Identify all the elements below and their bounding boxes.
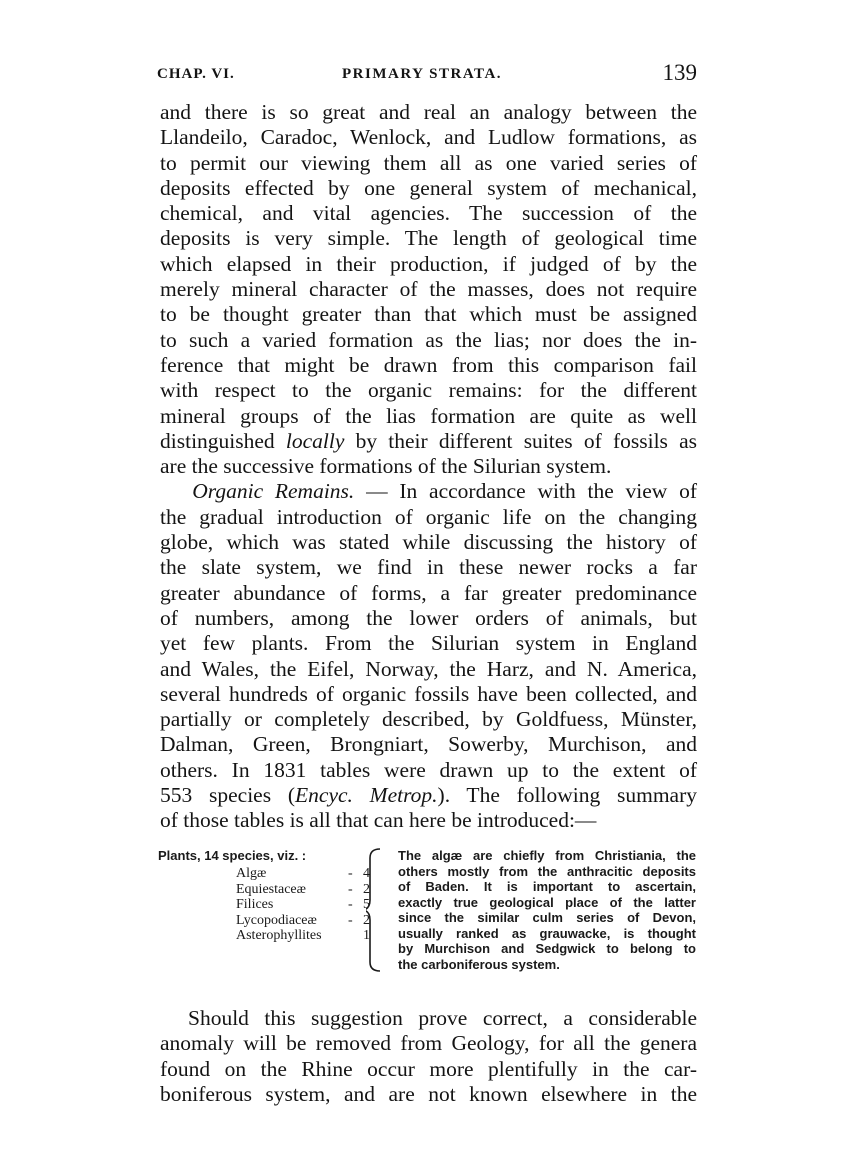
- footnote-text: [398, 848, 696, 972]
- text-line: greater abundance of forms, a far greater predominance: [160, 580, 697, 605]
- text-line: the gradual introduction of organic life on the changing: [160, 504, 697, 529]
- plant-row: [236, 913, 376, 929]
- running-header: [157, 60, 697, 90]
- plant-count: 2: [363, 912, 370, 928]
- note-line: since the similar culm series of Devon,: [398, 910, 696, 925]
- plant-row: [236, 866, 376, 882]
- paragraph-1: [160, 100, 697, 479]
- section-heading: Organic Remains.: [192, 479, 355, 504]
- text-line: mineral groups of the lias formation are quite as well: [160, 403, 697, 428]
- text-line: yet few plants. From the Silurian system in England: [160, 631, 697, 656]
- italic-word: locally: [285, 428, 345, 453]
- plant-name: Filices: [236, 897, 274, 912]
- text-line: to such a varied formation as the lias; nor does the in-: [160, 327, 697, 352]
- chapter-label: CHAP. VI.: [157, 66, 235, 82]
- text-segment: 553 species (: [160, 783, 296, 808]
- paragraph-2: [160, 479, 697, 833]
- plant-row: [236, 882, 376, 898]
- paragraph-3: [160, 1006, 697, 1107]
- text-line: Should this suggestion prove correct, a considerable: [188, 1006, 697, 1030]
- text-line: merely mineral character of the masses, does not require: [160, 277, 697, 302]
- text-segment: — In accordance with the view of: [366, 479, 698, 504]
- plant-list: [236, 866, 376, 944]
- text-line: and Wales, the Eifel, Norway, the Harz, and N. America,: [160, 656, 697, 681]
- text-line: ference that might be drawn from this comparison fail: [160, 352, 697, 377]
- text-line: anomaly will be removed from Geology, for all the genera: [160, 1031, 697, 1056]
- text-line: with respect to the organic remains: for the different: [160, 378, 697, 403]
- text-segment: distinguished: [160, 428, 275, 453]
- plant-dash: -: [348, 866, 353, 881]
- plant-name: Algæ: [236, 866, 267, 881]
- text-line: boniferous system, and are not known elsewhere in the: [160, 1081, 697, 1106]
- plant-row: [236, 897, 376, 913]
- plant-count: 4: [363, 866, 370, 881]
- text-line: to be thought greater than that which must be assigned: [160, 302, 697, 327]
- text-line: deposits effected by one general system of mechanical,: [160, 175, 697, 200]
- text-line-with-heading: [160, 479, 697, 504]
- plant-row: [236, 928, 376, 944]
- text-line: of those tables is all that can here be introduced:—: [160, 808, 597, 833]
- note-line: of Baden. It is important to ascertain,: [398, 879, 696, 894]
- text-line: are the successive formations of the Silurian system.: [160, 454, 612, 479]
- note-line: The algæ are chiefly from Christiania, the: [398, 848, 696, 863]
- text-line: which elapsed in their production, if judged of by the: [160, 251, 697, 276]
- text-line: to permit our viewing them all as one varied series of: [160, 150, 697, 175]
- text-line: of numbers, among the lower orders of animals, but: [160, 605, 697, 630]
- plant-count: 1: [363, 928, 370, 943]
- text-line: the slate system, we find in these newer rocks a far: [160, 555, 697, 580]
- plant-name: Equiestaceæ: [236, 881, 306, 897]
- text-line: several hundreds of organic fossils have been collected, and: [160, 681, 697, 706]
- italic-citation: Encyc. Metrop.: [295, 783, 438, 808]
- plant-dash: -: [348, 881, 353, 897]
- note-line: the carboniferous system.: [398, 956, 560, 972]
- text-segment: by their different suites of fossils as: [355, 428, 698, 453]
- plant-count: 2: [363, 881, 370, 897]
- text-line-with-italic: [160, 429, 697, 454]
- plant-name: Asterophyllites: [236, 928, 322, 943]
- plant-dash: -: [348, 912, 353, 928]
- text-line: chemical, and vital agencies. The succession of the: [160, 201, 697, 226]
- text-line: found on the Rhine occur more plentifully in the car-: [160, 1056, 697, 1081]
- text-line-with-italic: [160, 783, 697, 808]
- note-line: by Murchison and Sedgwick to belong to: [398, 941, 696, 956]
- page-number: 139: [662, 60, 697, 85]
- brace-icon: [366, 848, 382, 972]
- plant-name: Lycopodiaceæ: [236, 912, 317, 928]
- text-line: globe, which was stated while discussing the history of: [160, 530, 697, 555]
- plant-count: 5: [363, 897, 370, 912]
- text-line: others. In 1831 tables were drawn up to the extent of: [160, 757, 697, 782]
- plants-title: Plants, 14 species, viz. :: [158, 848, 307, 863]
- text-line: Dalman, Green, Brongniart, Sowerby, Murchison, and: [160, 732, 697, 757]
- running-title: PRIMARY STRATA.: [342, 66, 503, 82]
- note-line: usually ranked as grauwacke, is thought: [398, 925, 696, 941]
- main-text: [160, 100, 697, 834]
- text-line: and there is so great and real an analogy between the: [160, 100, 697, 124]
- plant-dash: -: [348, 897, 353, 912]
- text-line: partially or completely described, by Goldfuess, Münster,: [160, 707, 697, 732]
- text-line: deposits is very simple. The length of geological time: [160, 226, 697, 251]
- note-line: exactly true geological place of the latter: [398, 894, 696, 910]
- text-segment: ). The following summary: [437, 783, 697, 808]
- text-line: Llandeilo, Caradoc, Wenlock, and Ludlow formations, as: [160, 125, 697, 150]
- note-line: others mostly from the anthracitic deposits: [398, 863, 696, 879]
